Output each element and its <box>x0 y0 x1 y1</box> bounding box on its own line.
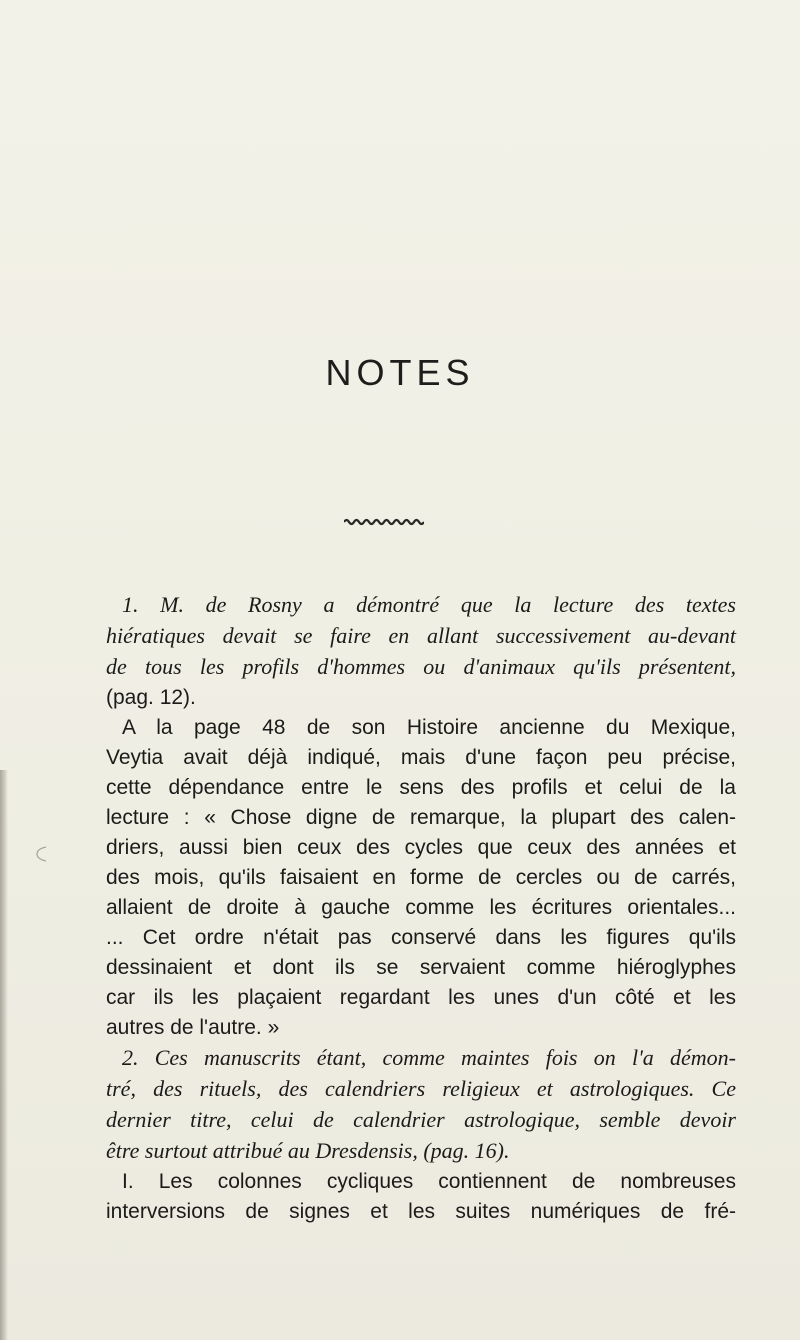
note1-line-2 <box>106 621 736 652</box>
page-edge-shadow <box>0 770 8 1340</box>
note1-line-2-text: hiératiques devait se faire en allant successivement au-devant <box>106 623 736 648</box>
note2-line-4-text: être surtout attribué au Dresdensis, (pag. 16). <box>106 1138 510 1163</box>
note1-line-1 <box>106 590 736 621</box>
veytia-line-6: des mois, qu'ils faisaient en forme de cercles ou de carrés, <box>106 866 736 889</box>
notes-body <box>106 590 736 1227</box>
noteI-line-2: interversions de signes et les suites numériques de fré- <box>106 1200 736 1223</box>
note1-line-3 <box>106 652 736 683</box>
veytia-line-9: dessinaient et dont ils se servaient comme hiéroglyphes <box>106 956 736 979</box>
noteI-line-1: I. Les colonnes cycliques contiennent de nombreuses <box>122 1170 736 1193</box>
veytia-line-4: lecture : « Chose digne de remarque, la plupart des calen- <box>106 806 736 829</box>
veytia-line-3: cette dépendance entre le sens des profils et celui de la <box>106 776 736 799</box>
note2-line-2-text: tré, des rituels, des calendriers religieux et astrologiques. Ce <box>106 1076 736 1101</box>
wavy-rule-ornament <box>344 518 424 526</box>
note1-line-1-text: 1. M. de Rosny a démontré que la lecture des textes <box>122 592 736 617</box>
veytia-line-11: autres de l'autre. » <box>106 1016 280 1039</box>
note2-line-1-text: 2. Ces manuscrits étant, comme maintes fois on l'a démon- <box>122 1045 736 1070</box>
veytia-line-10: car ils les plaçaient regardant les unes d'un côté et les <box>106 986 736 1009</box>
veytia-line-8: ... Cet ordre n'était pas conservé dans les figures qu'ils <box>106 926 736 949</box>
page-title: NOTES <box>325 352 475 393</box>
veytia-line-2: Veytia avait déjà indiqué, mais d'une façon peu précise, <box>106 746 736 769</box>
note1-line-3-text: de tous les profils d'hommes ou d'animaux qu'ils présentent, <box>106 654 736 679</box>
note2-line-2 <box>106 1074 736 1105</box>
veytia-line-5: driers, aussi bien ceux des cycles que ceux des années et <box>106 836 736 859</box>
note2-line-3 <box>106 1105 736 1136</box>
note2-line-3-text: dernier titre, celui de calendrier astrologique, semble devoir <box>106 1107 736 1132</box>
veytia-line-7: allaient de droite à gauche comme les écritures orientales... <box>106 896 736 919</box>
veytia-line-1: A la page 48 de son Histoire ancienne du Mexique, <box>122 716 736 739</box>
note2-line-1 <box>106 1043 736 1074</box>
note2-line-4 <box>106 1136 736 1167</box>
note1-line-4: (pag. 12). <box>106 686 196 709</box>
margin-pencil-mark <box>34 845 48 863</box>
